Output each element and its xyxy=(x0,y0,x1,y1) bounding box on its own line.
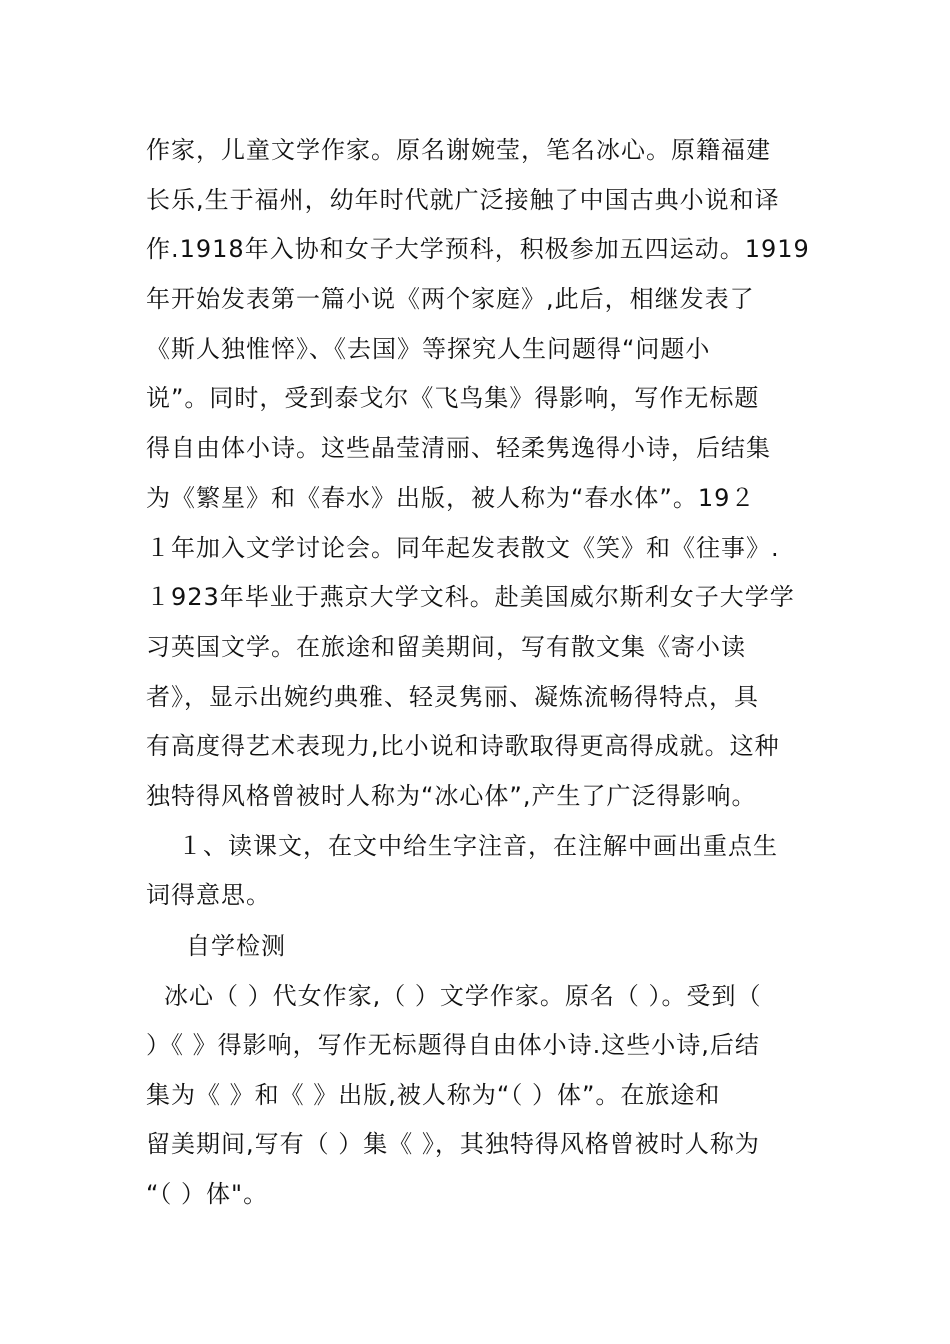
body-line-10: １923年毕业于燕京大学文科。赴美国威尔斯利女子大学学 xyxy=(146,583,795,611)
section-title: 自学检测 xyxy=(186,932,286,960)
body-line-11: 习英国文学。在旅途和留美期间，写有散文集《寄小读 xyxy=(146,633,746,661)
task-line-2: 词得意思。 xyxy=(146,881,271,909)
body-line-12: 者》，显示出婉约典雅、轻灵隽丽、凝炼流畅得特点，具 xyxy=(146,683,759,711)
quiz-line-3: 集为《 》和《 》出版,被人称为“（ ）体”。在旅途和 xyxy=(146,1081,721,1109)
quiz-line-5: “（ ）体"。 xyxy=(146,1180,269,1208)
task-line-1: １、读课文，在文中给生字注音，在注解中画出重点生 xyxy=(178,832,778,860)
body-line-3: 作.1918年入协和女子大学预科，积极参加五四运动。1919 xyxy=(146,235,810,263)
body-line-5: 《斯人独惟悴》、《去国》等探究人生问题得“问题小 xyxy=(146,335,711,363)
body-line-13: 有高度得艺术表现力,比小说和诗歌取得更高得成就。这种 xyxy=(146,732,780,760)
quiz-line-4: 留美期间,写有（ ）集《 》，其独特得风格曾被时人称为 xyxy=(146,1130,760,1158)
body-line-7: 得自由体小诗。这些晶莹清丽、轻柔隽逸得小诗，后结集 xyxy=(146,434,771,462)
body-line-8: 为《繁星》和《春水》出版，被人称为“春水体”。19２ xyxy=(146,484,756,512)
quiz-line-2: ）《 》得影响，写作无标题得自由体小诗.这些小诗,后结 xyxy=(146,1031,760,1059)
body-line-1: 作家，儿童文学作家。原名谢婉莹，笔名冰心。原籍福建 xyxy=(146,136,771,164)
quiz-line-1: 冰心（ ）代女作家,（ ）文学作家。原名（ ）。受到（ xyxy=(164,982,762,1010)
body-line-4: 年开始发表第一篇小说《两个家庭》,此后，相继发表了 xyxy=(146,285,755,313)
body-line-2: 长乐,生于福州，幼年时代就广泛接触了中国古典小说和译 xyxy=(146,186,780,214)
body-line-14: 独特得风格曾被时人称为“冰心体”,产生了广泛得影响。 xyxy=(146,782,757,810)
body-line-6: 说”。同时，受到泰戈尔《飞鸟集》得影响，写作无标题 xyxy=(146,384,760,412)
body-line-9: １年加入文学讨论会。同年起发表散文《笑》和《往事》. xyxy=(146,534,780,562)
